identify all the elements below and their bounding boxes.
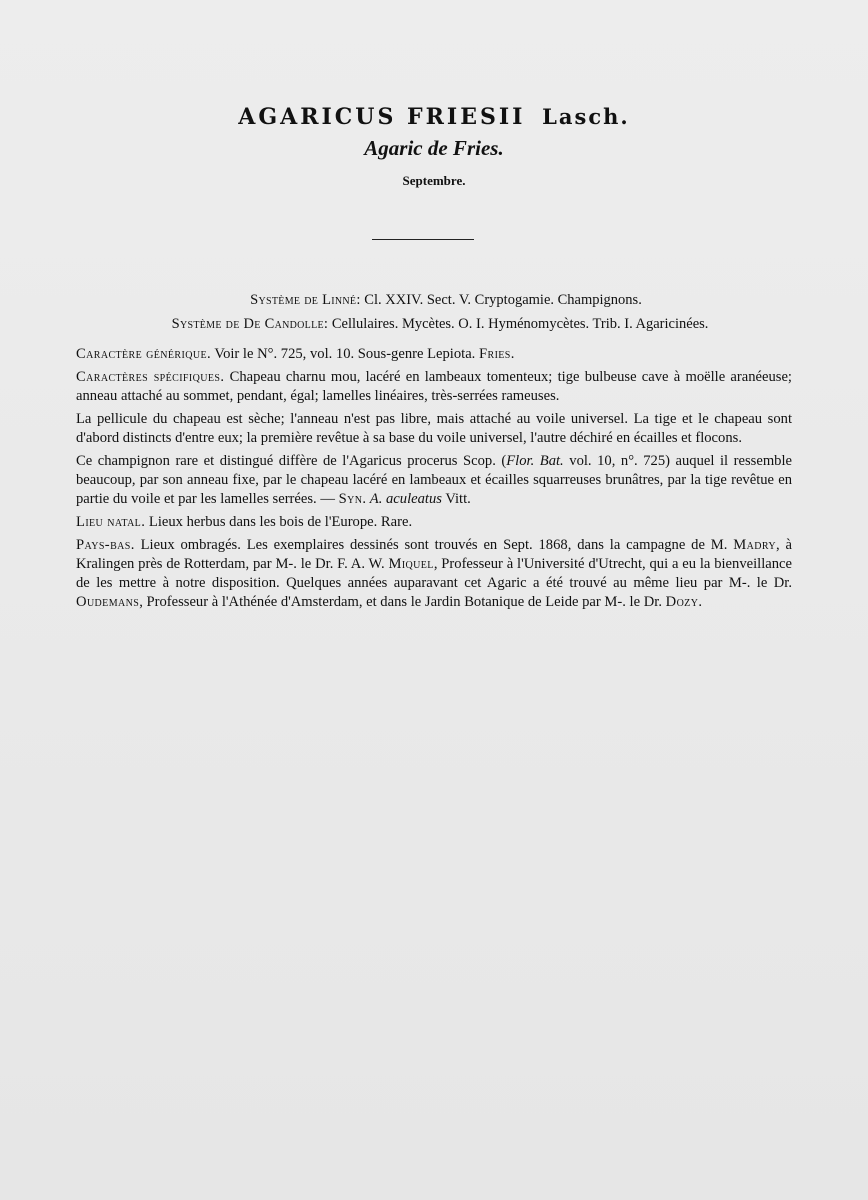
page-title — [0, 104, 868, 130]
person-madry: Madry — [733, 537, 777, 553]
linne-label: Système de Linné: — [250, 292, 361, 308]
person-miquel: Miquel — [388, 556, 434, 572]
common-name: Agaric de Fries. — [364, 136, 504, 160]
habitat-label: Lieu natal. — [76, 514, 146, 530]
netherlands-text-3: , Professeur à l'Université d'Utrecht, qui a eu la bienveillance de les mettre à notre disposition. Quelques années auparavant cet Agaric a été trouvé au même lieu par M-. le Dr. — [76, 556, 793, 591]
netherlands-text-1: Lieux ombragés. Les exemplaires dessinés sont trouvés en Sept. 1868, dans la campagne de M. — [134, 537, 734, 553]
habitat-text: Lieux herbus dans les bois de l'Europe. Rare. — [145, 514, 413, 530]
specific-characters-label: Caractères spécifiques. — [76, 369, 225, 385]
netherlands-paragraph — [76, 536, 792, 612]
candolle-text: Cellulaires. Mycètes. O. I. Hyménomycètes. Trib. I. Agaricinées. — [328, 316, 709, 332]
netherlands-label: Pays-bas. — [76, 537, 135, 553]
synonym-author: Vitt. — [441, 491, 471, 507]
synonym-name: A. aculeatus — [366, 491, 442, 507]
season-month: Septembre. — [402, 173, 466, 188]
generic-character-label: Caractère générique. — [76, 346, 212, 362]
comparison-paragraph — [76, 452, 792, 509]
pellicle-paragraph — [76, 410, 792, 448]
generic-character-author: Fries. — [478, 346, 515, 362]
linne-text: Cl. XXIV. Sect. V. Cryptogamie. Champignons. — [360, 292, 642, 308]
synonym-label: Syn. — [338, 491, 367, 507]
specific-characters-paragraph — [76, 368, 792, 406]
pellicle-text: La pellicule du chapeau est sèche; l'anneau n'est pas libre, mais attaché au voile universel. La tige et le chapeau sont d'abord distincts d'entre eux; la première revêtue à sa base du voile universel, l'autre déchiré en écailles et flocons. — [76, 411, 792, 446]
species-name: AGARICUS FRIESII — [238, 104, 526, 130]
specific-characters-text: Chapeau charnu mou, lacéré en lambeaux tomenteux; tige bulbeuse cave à moëlle aranéeuse; anneau attaché au sommet, pendant, égal; lamelles linéaires, très-serrées rameuses. — [76, 369, 792, 404]
generic-character-paragraph — [76, 345, 792, 364]
generic-character-text: Voir le N°. 725, vol. 10. Sous-genre Lepiota. — [211, 346, 479, 362]
description-body — [76, 345, 792, 616]
person-dozy: Dozy — [665, 594, 699, 610]
netherlands-text-4: , Professeur à l'Athénée d'Amsterdam, et dans le Jardin Botanique de Leide par M-. le Dr. — [139, 594, 666, 610]
netherlands-text-2: , à Kralingen près de Rotterdam, par M-. le Dr. F. A. W. — [76, 537, 793, 572]
linne-system-line — [12, 292, 868, 309]
species-author: Lasch. — [542, 104, 630, 129]
candolle-system-line — [6, 316, 868, 333]
netherlands-text-5: . — [698, 594, 702, 610]
person-oudemans: Oudemans — [76, 594, 140, 610]
comparison-text-2: vol. 10, n°. 725) auquel il ressemble beaucoup, par son anneau fixe, par le chapeau lacéré en lambeaux et écailles squarreuses brunâtres, par la tige revêtue en partie du voile et par les lamelles serrées. — — [76, 453, 792, 507]
flora-reference: Flor. Bat. — [506, 453, 564, 469]
habitat-paragraph — [76, 513, 792, 532]
title-divider — [372, 239, 474, 240]
candolle-label: Système de De Candolle: — [171, 316, 329, 332]
comparison-text-1: Ce champignon rare et distingué diffère de l'Agaricus procerus Scop. ( — [76, 453, 507, 469]
